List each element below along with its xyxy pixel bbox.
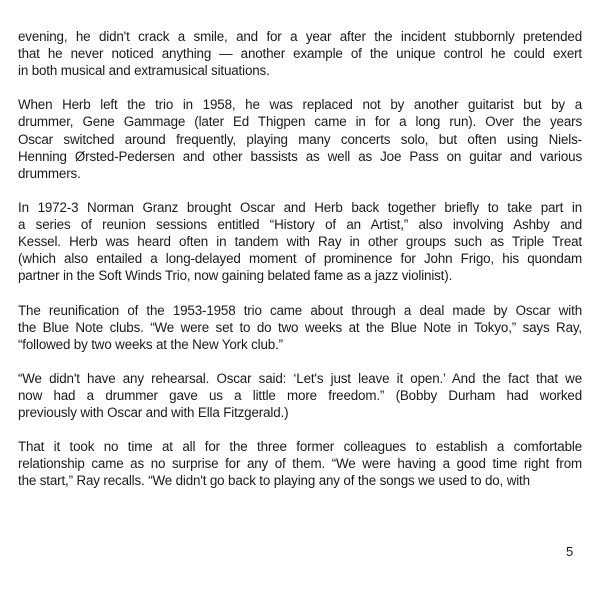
text-line: a series of reunion sessions entitled “History of an Artist,” also involving Ashby and: [18, 217, 582, 233]
paragraph: [18, 370, 582, 421]
text-line: In 1972-3 Norman Granz brought Oscar and Herb back together briefly to take part in: [18, 199, 582, 215]
text-line: Oscar switched around frequently, playing many concerts solo, but often using Niels-: [18, 131, 582, 147]
text-line: relationship came as no surprise for any of them. “We were having a good time right from: [18, 456, 582, 472]
text-line: (which also entailed a long-delayed moment of prominence for John Frigo, his quondam: [18, 251, 582, 267]
text-line: evening, he didn't crack a smile, and for a year after the incident stubbornly pretended: [18, 29, 582, 44]
page-number: 5: [566, 544, 574, 559]
paragraph: [18, 199, 582, 284]
paragraph: [18, 438, 582, 489]
text-line: previously with Oscar and with Ella Fitzgerald.): [18, 405, 289, 421]
text-line: that he never noticed anything — another example of the unique control he could exert: [18, 46, 582, 62]
text-line: drummer, Gene Gammage (later Ed Thigpen came in for a long run). Over the years: [18, 114, 582, 130]
text-line: That it took no time at all for the three former colleagues to establish a comfortable: [18, 439, 582, 455]
text-line: When Herb left the trio in 1958, he was replaced not by another guitarist but by a: [18, 97, 582, 113]
text-line: the Blue Note clubs. “We were set to do two weeks at the Blue Note in Tokyo,” says Ray,: [18, 319, 582, 335]
paragraph: [18, 96, 582, 181]
text-line: drummers.: [18, 165, 81, 181]
text-line: “We didn't have any rehearsal. Oscar said: ‘Let's just leave it open.’ And the fact that we: [18, 370, 582, 386]
text-line: in both musical and extramusical situations.: [18, 63, 270, 79]
text-line: Henning Ørsted-Pedersen and other bassists as well as Joe Pass on guitar and various: [18, 148, 582, 164]
text-line: now had a drummer gave us a little more freedom.” (Bobby Durham had worked: [18, 387, 582, 403]
text-line: the start,” Ray recalls. “We didn't go back to playing any of the songs we used to do, with: [18, 473, 530, 489]
paragraph: [18, 302, 582, 353]
text-line: “followed by two weeks at the New York club.”: [18, 336, 283, 352]
text-line: partner in the Soft Winds Trio, now gaining belated fame as a jazz violinist).: [18, 268, 453, 284]
text-line: The reunification of the 1953-1958 trio came about through a deal made by Oscar with: [18, 302, 582, 318]
text-line: Kessel. Herb was heard often in tandem with Ray in other groups such as Triple Treat: [18, 234, 582, 250]
paragraph: [18, 28, 582, 79]
body-text: [18, 28, 582, 507]
